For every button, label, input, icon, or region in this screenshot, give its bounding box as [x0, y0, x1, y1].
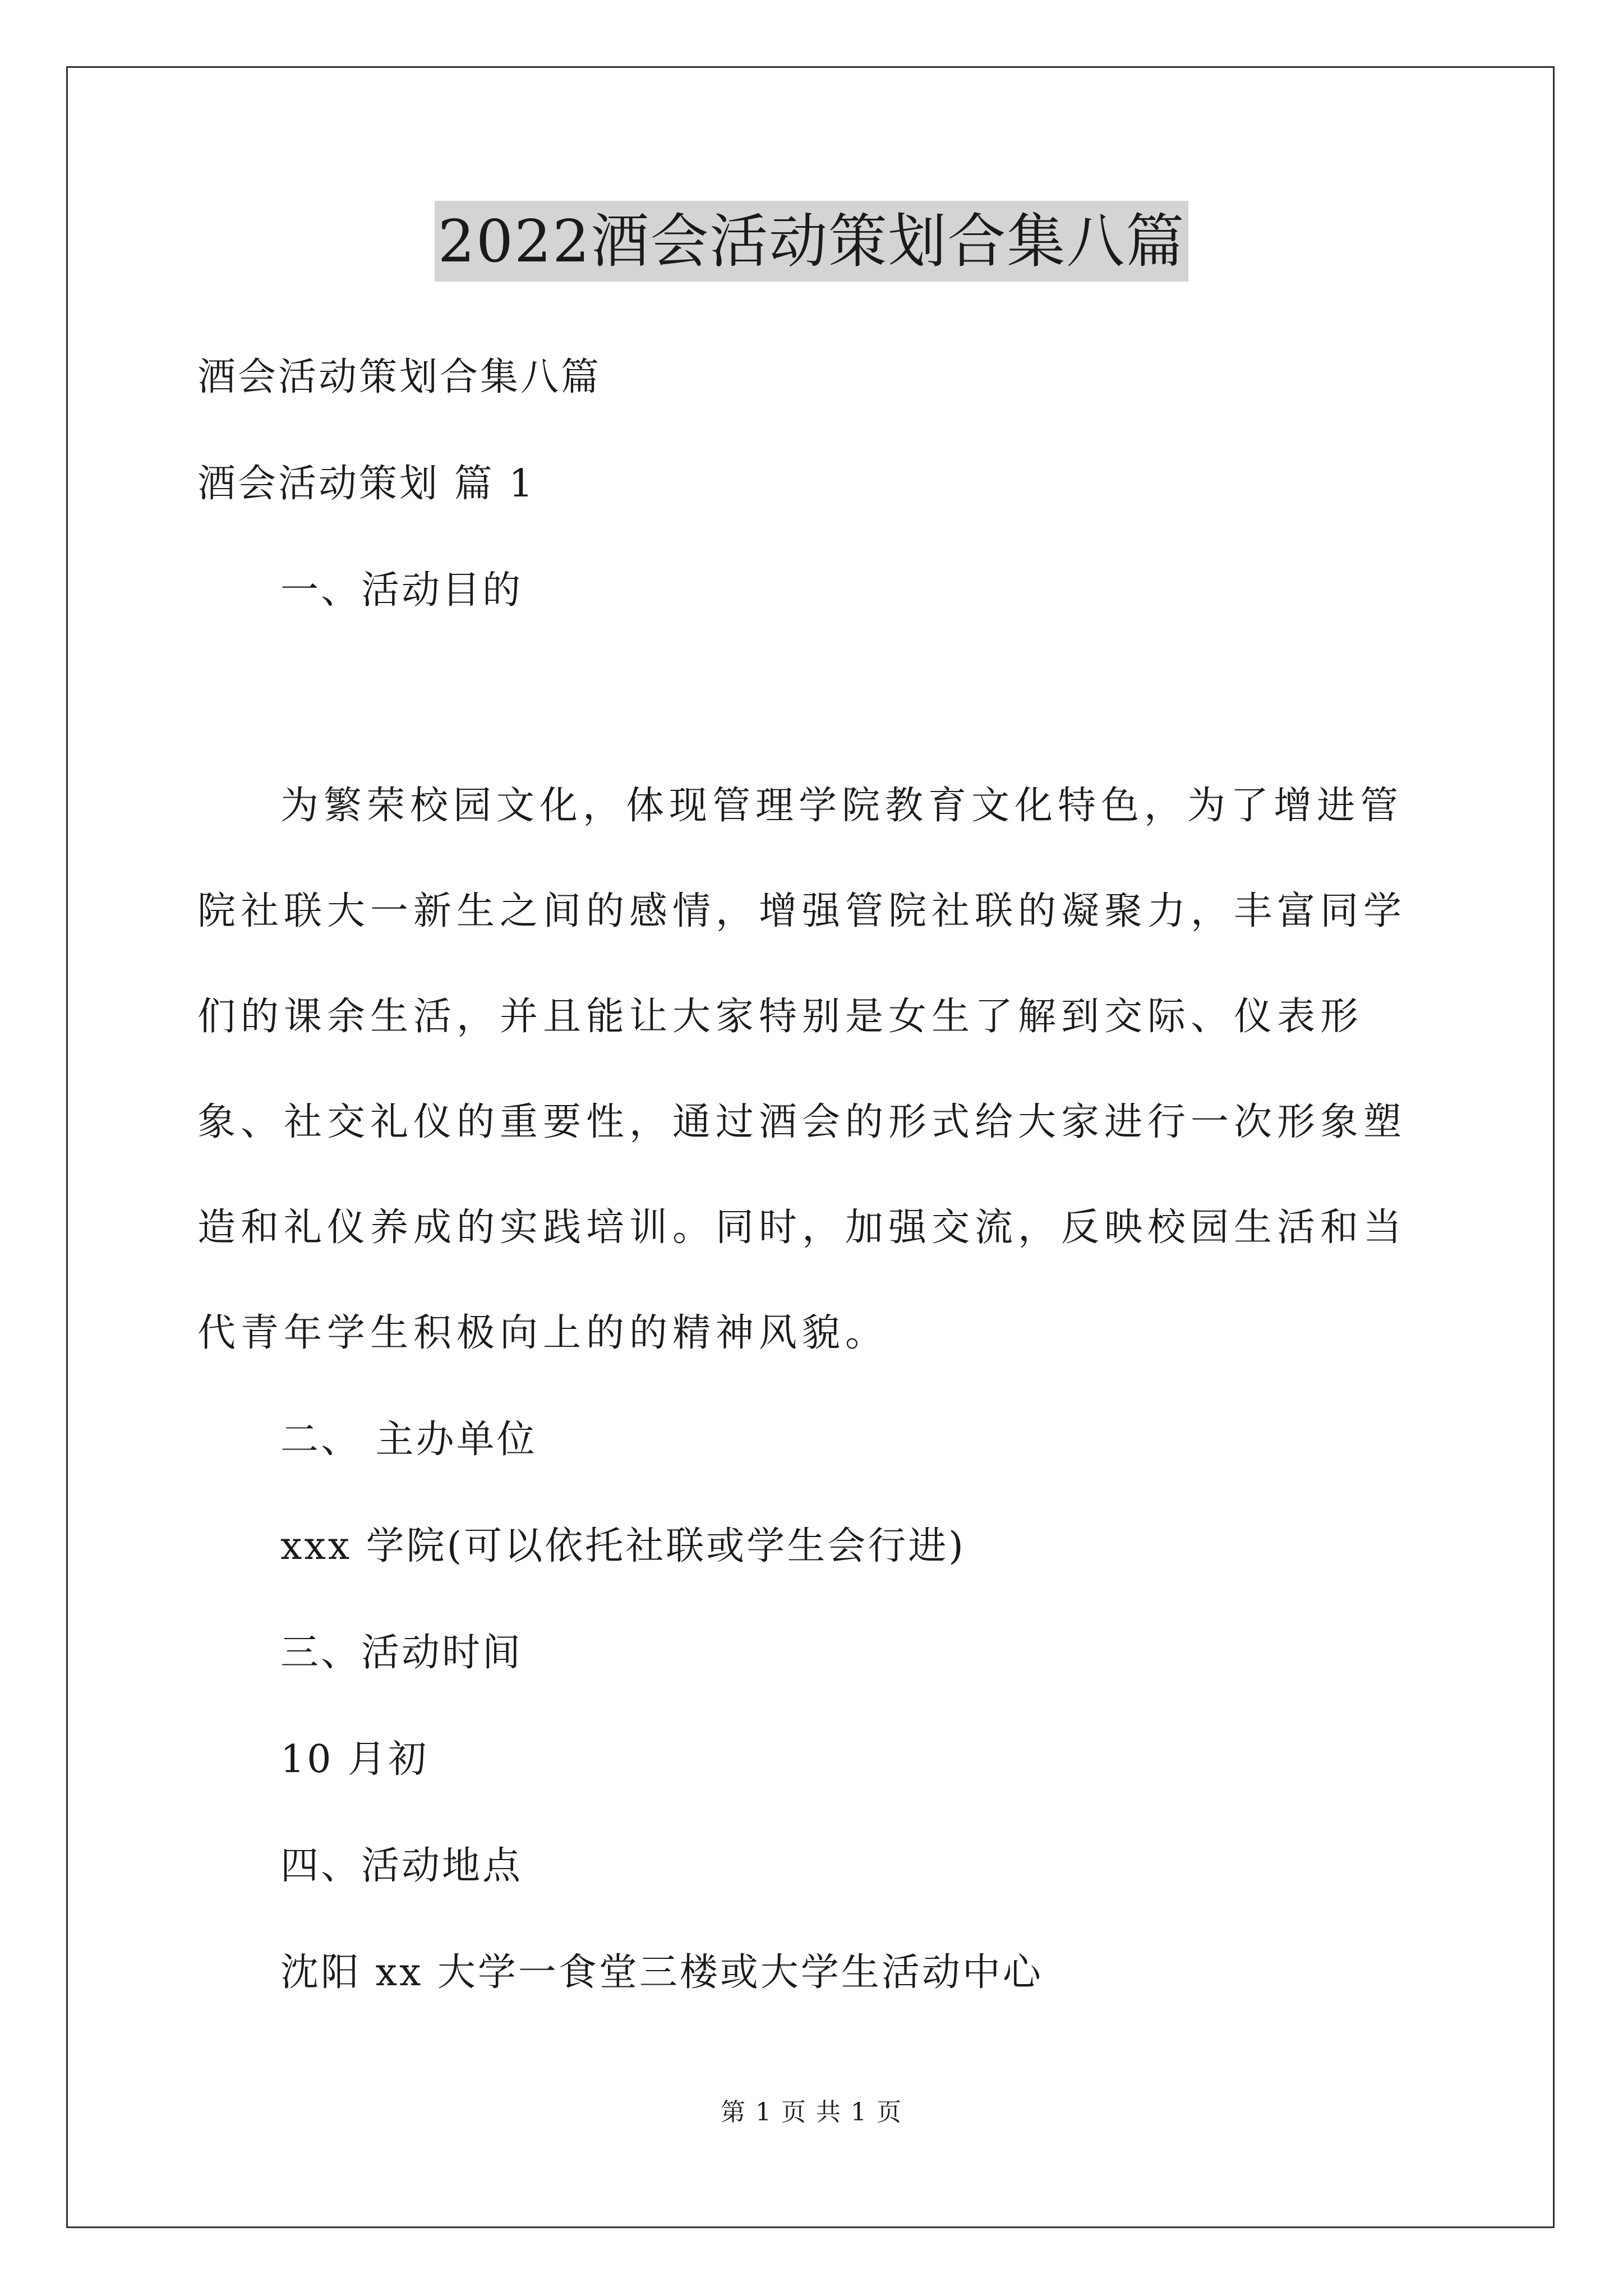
document-subtitle: 酒会活动策划合集八篇 [197, 355, 602, 399]
title-container [0, 201, 1623, 282]
purpose-paragraph: 为繁荣校园文化，体现管理学院教育文化特色，为了增进管院社联大一新生之间的感情，增强管院社联的凝聚力，丰富同学们的课余生活，并且能让大家特别是女生了解到交际、仪表形象、社交礼仪的重要性，通过酒会的形式给大家进行一次形象塑造和礼仪养成的实践培训。同时，加强交流，反映校园生活和当代青年学生积极向上的的精神风貌。 [197, 784, 1407, 1355]
organizer-heading: 二、 主办单位 [280, 1418, 537, 1462]
page-footer: 第 1 页 共 1 页 [721, 2098, 902, 2127]
time-text: 10 月初 [280, 1737, 429, 1782]
location-heading: 四、活动地点 [280, 1844, 523, 1888]
purpose-heading: 一、活动目的 [280, 568, 523, 613]
time-heading: 三、活动时间 [280, 1631, 523, 1675]
location-text: 沈阳 xx 大学一食堂三楼或大学生活动中心 [280, 1950, 1043, 1995]
section-heading: 酒会活动策划 篇 1 [197, 462, 536, 506]
document-title: 2022酒会活动策划合集八篇 [435, 201, 1189, 282]
organizer-text: xxx 学院(可以依托社联或学生会行进) [280, 1524, 966, 1568]
